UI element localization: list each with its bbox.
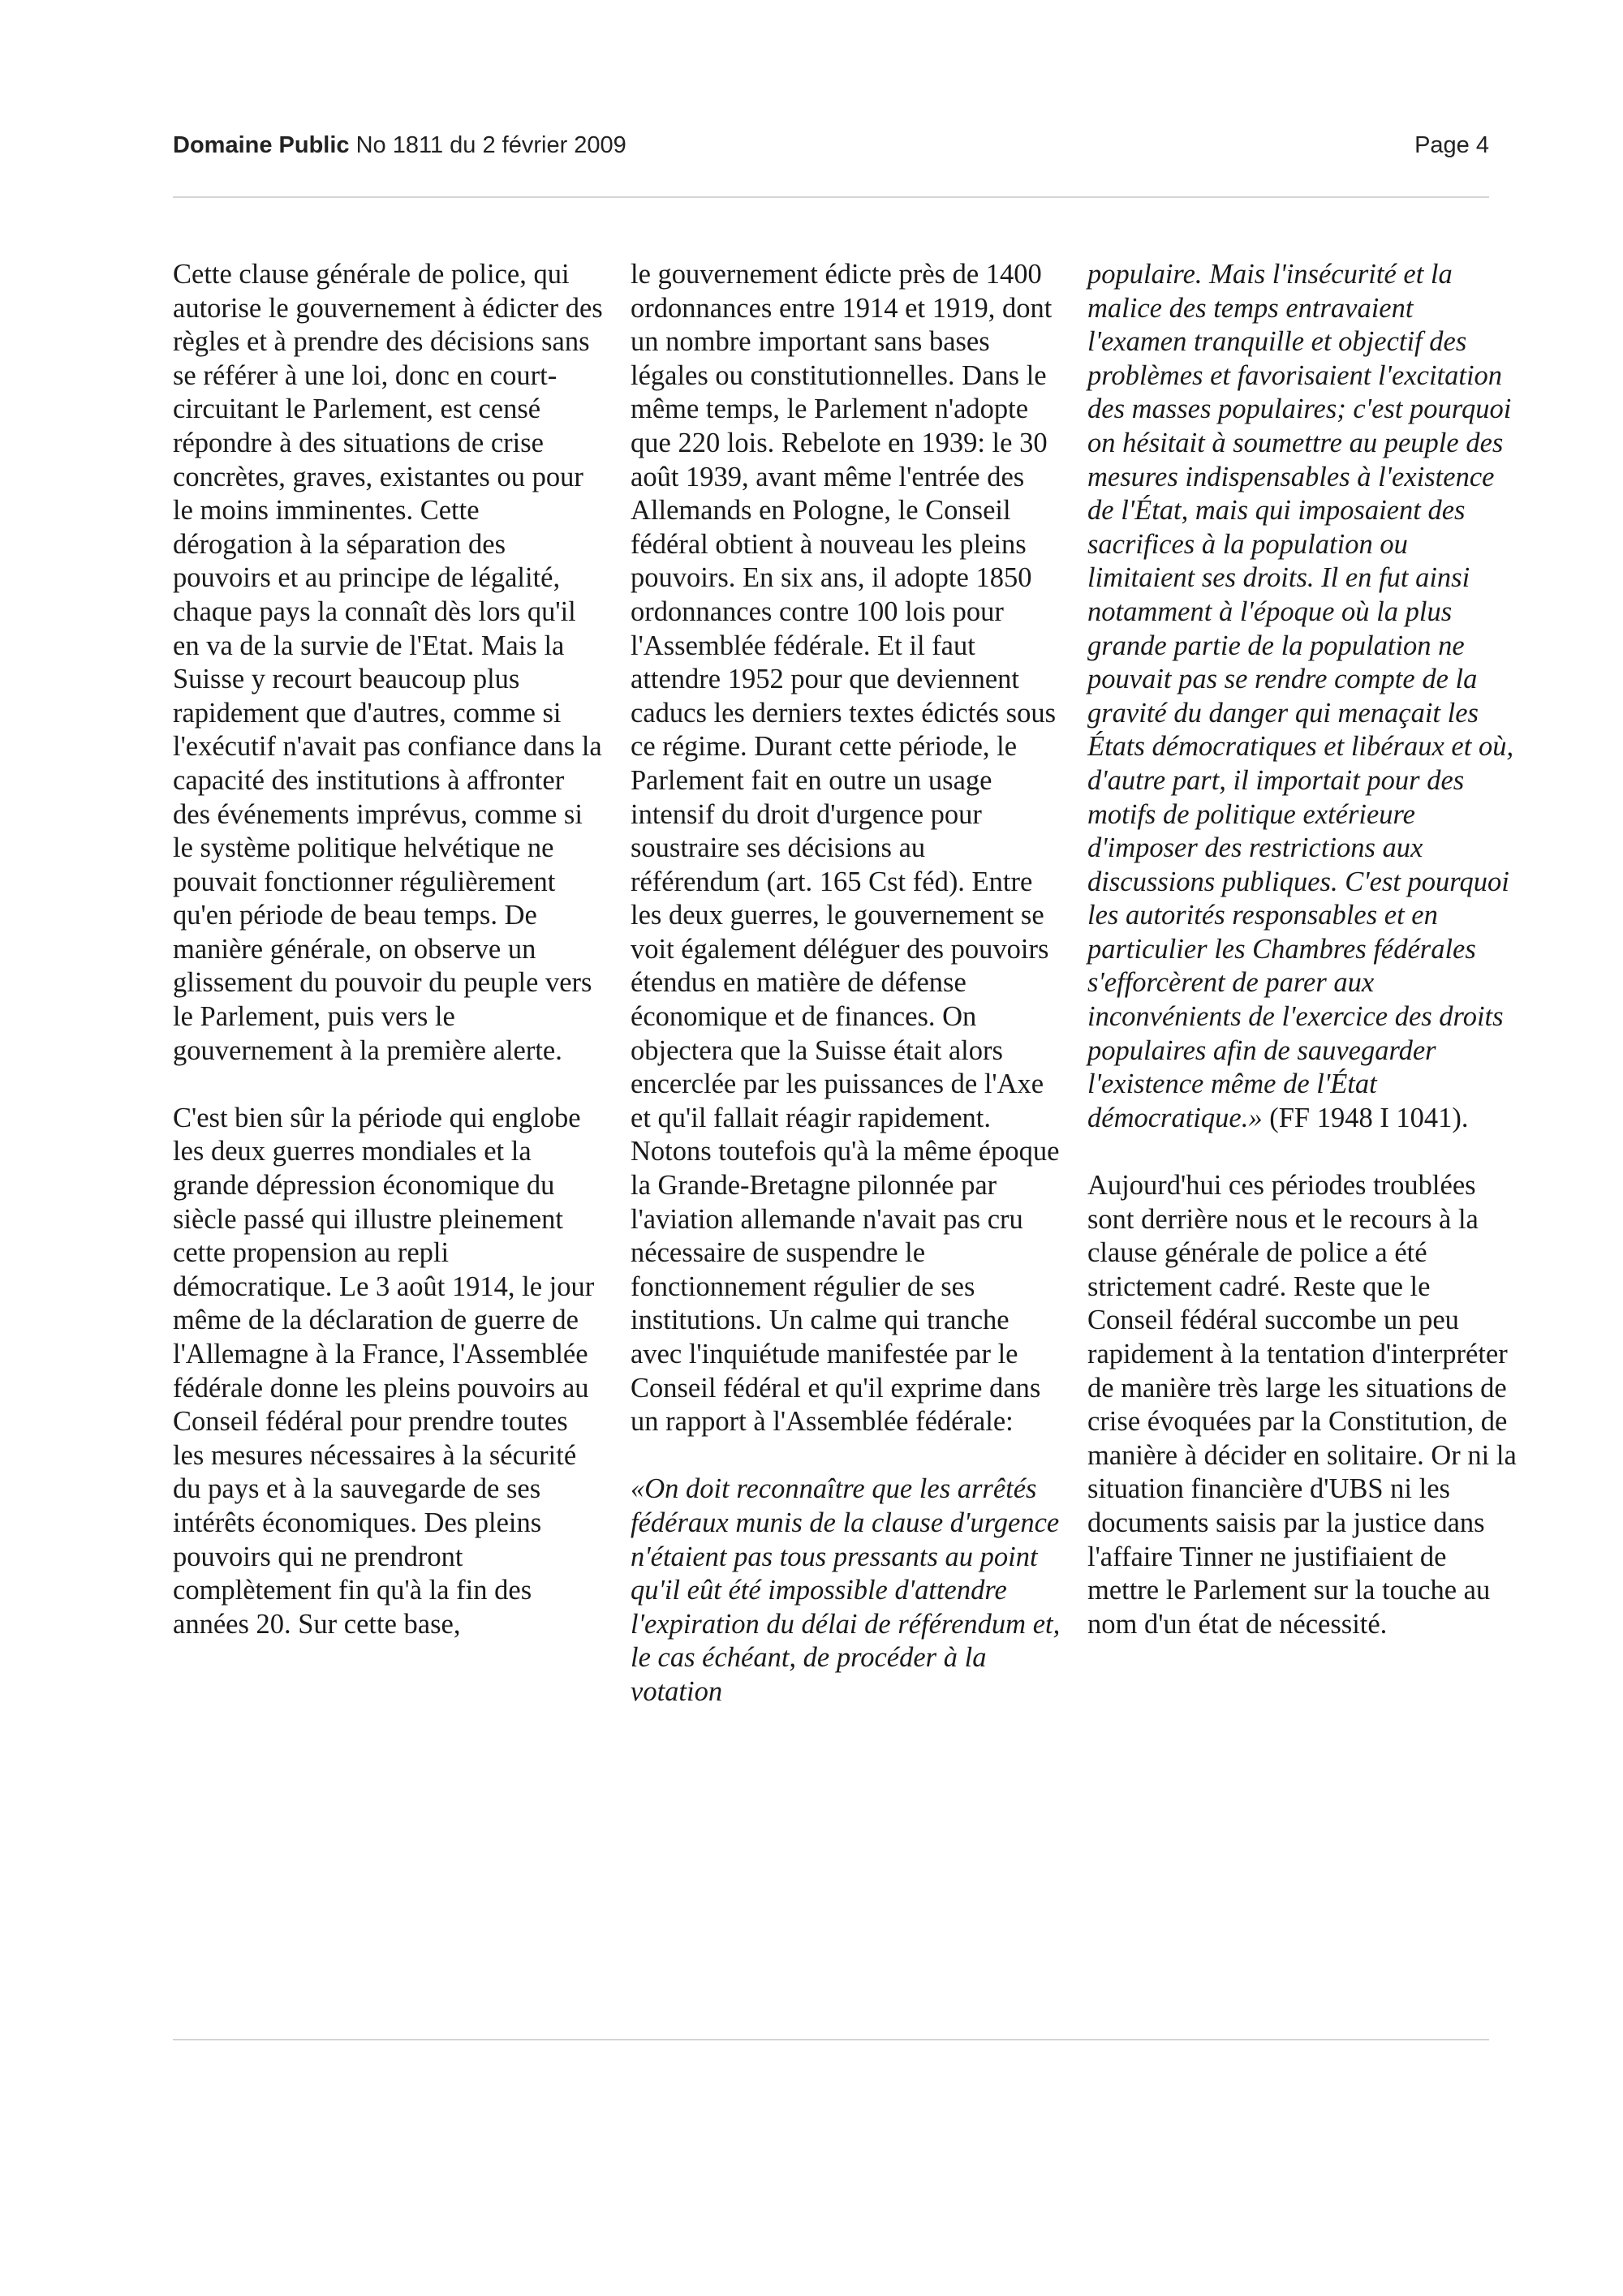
- block-quote: populaire. Mais l'insécurité et la malice des temps entravaient l'examen tranquille et objectif des problèmes et favorisaient l'excitation des masses populaires; c'est pourquoi on hésitait à soumettre au peuple des mesures indispensables à l'existence de l'État, mais qui imposaient des sacrifices à la population ou limitaient ses droits. Il en fut ainsi notamment à l'époque où la plus grande partie de la population ne pouvait pas se rendre compte de la gravité du danger qui menaçait les États démocratiques et libéraux et où, d'autre part, il importait pour des motifs de politique extérieure d'imposer des restrictions aux discussions publiques. C'est pourquoi les autorités responsables et en particulier les Chambres fédérales s'efforcèrent de parer aux inconvénients de l'exercice des droits populaires afin de sauvegarder l'existence même de l'État démocratique.»: [1087, 259, 1514, 1133]
- footer-divider: [173, 2039, 1489, 2040]
- text-column-1: [173, 258, 603, 1641]
- text-column-2: [631, 258, 1061, 1709]
- header-divider: [173, 196, 1489, 198]
- publication-line: [173, 132, 626, 159]
- issue-info: No 1811 du 2 février 2009: [355, 132, 626, 158]
- block-quote: «On doit reconnaître que les arrêtés fédéraux munis de la clause d'urgence n'étaient pas tous pressants au point qu'il eût été impossible d'attendre l'expiration du délai de référendum et, le cas échéant, de procéder à la votation: [631, 1473, 1061, 1707]
- page-number: Page 4: [1414, 132, 1489, 158]
- citation: (FF 1948 I 1041).: [1262, 1102, 1469, 1133]
- quote-paragraph: [1087, 258, 1518, 1135]
- paragraph: Cette clause générale de police, qui autorise le gouvernement à édicter des règles et à prendre des décisions sans se référer à une loi, donc en court-circuitant le Parlement, est censé répondre à des situations de crise concrètes, graves, existantes ou pour le moins imminentes. Cette dérogation à la séparation des pouvoirs et au principe de légalité, chaque pays la connaît dès lors qu'il en va de la survie de l'Etat. Mais la Suisse y recourt beaucoup plus rapidement que d'autres, comme si l'exécutif n'avait pas confiance dans la capacité des institutions à affronter des événements imprévus, comme si le système politique helvétique ne pouvait fonctionner régulièrement qu'en période de beau temps. De manière générale, on observe un glissement du pouvoir du peuple vers le Parlement, puis vers le gouvernement à la première alerte.: [173, 259, 603, 1066]
- text-column-3: [1087, 258, 1518, 1641]
- paragraph: le gouvernement édicte près de 1400 ordonnances entre 1914 et 1919, dont un nombre important sans bases légales ou constitutionnelles. Dans le même temps, le Parlement n'adopte que 220 lois. Rebelote en 1939: le 30 août 1939, avant même l'entrée des Allemands en Pologne, le Conseil fédéral obtient à nouveau les pleins pouvoirs. En six ans, il adopte 1850 ordonnances contre 100 lois pour l'Assemblée fédérale. Et il faut attendre 1952 pour que deviennent caducs les derniers textes édictés sous ce régime. Durant cette période, le Parlement fait en outre un usage intensif du droit d'urgence pour soustraire ses décisions au référendum (art. 165 Cst féd). Entre les deux guerres, le gouvernement se voit également déléguer des pouvoirs étendus en matière de défense économique et de finances. On objectera que la Suisse était alors encerclée par les puissances de l'Axe et qu'il fallait réagir rapidement. Notons toutefois qu'à la même époque la Grande-Bretagne pilonnée par l'aviation allemande n'avait pas cru nécessaire de suspendre le fonctionnement régulier de ses institutions. Un calme qui tranche avec l'inquiétude manifestée par le Conseil fédéral et qu'il exprime dans un rapport à l'Assemblée fédérale:: [631, 259, 1060, 1438]
- publication-name: Domaine Public: [173, 132, 350, 158]
- paragraph: Aujourd'hui ces périodes troublées sont derrière nous et le recours à la clause générale de police a été strictement cadré. Reste que le Conseil fédéral succombe un peu rapidement à la tentation d'interpréter de manière très large les situations de crise évoquées par la Constitution, de manière à décider en solitaire. Or ni la situation financière d'UBS ni les documents saisis par la justice dans l'affaire Tinner ne justifiaient de mettre le Parlement sur la touche au nom d'un état de nécessité.: [1087, 1170, 1517, 1640]
- paragraph: C'est bien sûr la période qui englobe les deux guerres mondiales et la grande dépression économique du siècle passé qui illustre pleinement cette propension au repli démocratique. Le 3 août 1914, le jour même de la déclaration de guerre de l'Allemagne à la France, l'Assemblée fédérale donne les pleins pouvoirs au Conseil fédéral pour prendre toutes les mesures nécessaires à la sécurité du pays et à la sauvegarde de ses intérêts économiques. Des pleins pouvoirs qui ne prendront complètement fin qu'à la fin des années 20. Sur cette base,: [173, 1102, 595, 1640]
- page-header: [173, 132, 1489, 165]
